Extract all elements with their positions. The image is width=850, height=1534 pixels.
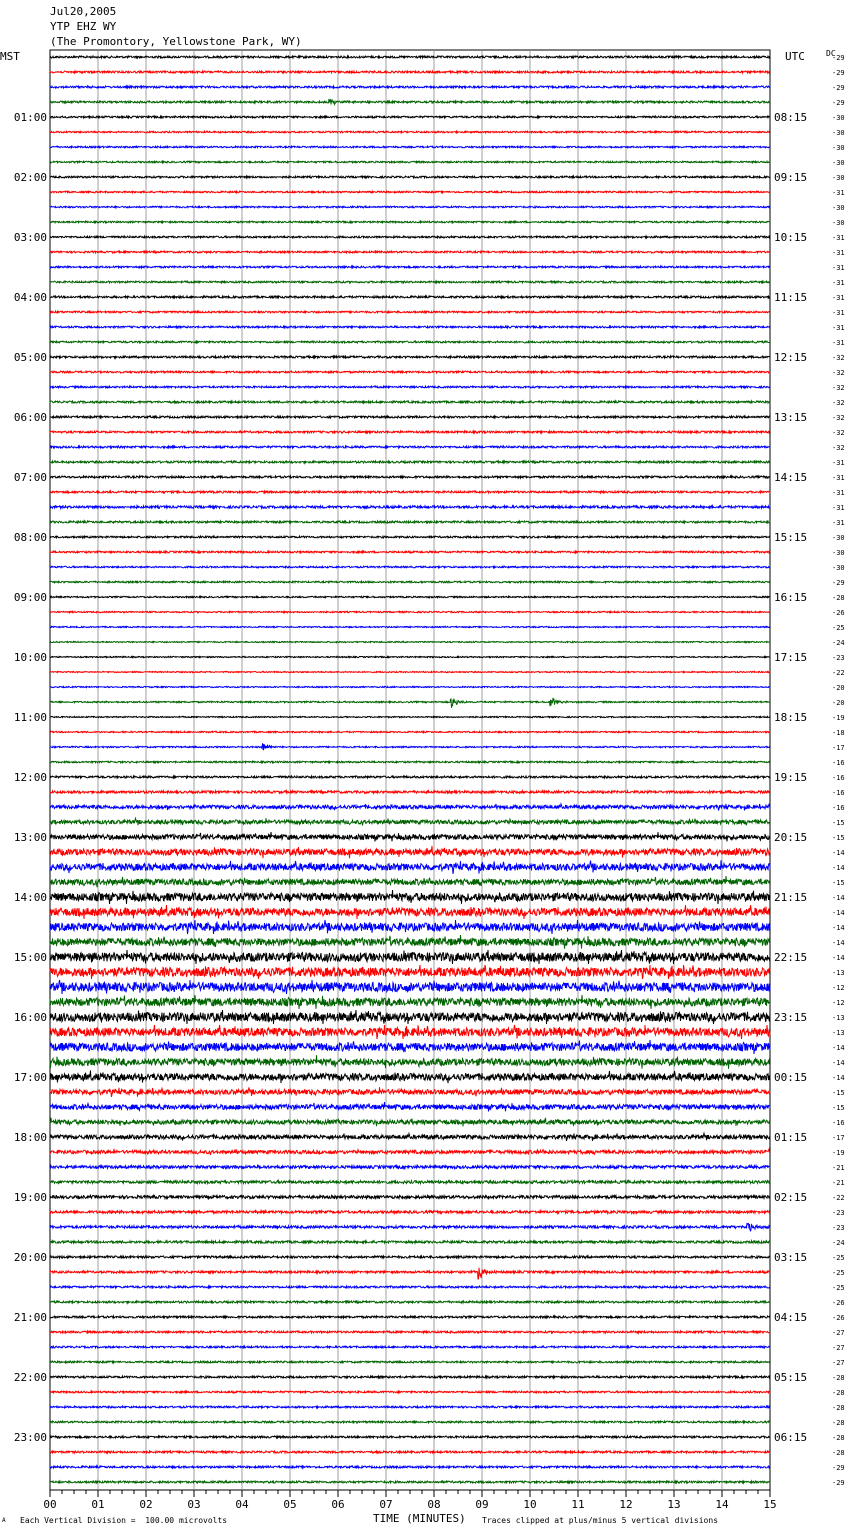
dc-offset: -26 <box>832 1314 845 1322</box>
mst-hour-label: 20:00 <box>13 1251 47 1264</box>
trace-line <box>50 506 770 508</box>
utc-hour-label: 16:15 <box>774 591 808 604</box>
trace-line <box>50 1181 770 1184</box>
trace-line <box>50 1406 770 1408</box>
trace-line <box>50 266 770 268</box>
utc-hour-label: 19:15 <box>774 771 808 784</box>
trace-line <box>50 371 770 373</box>
dc-offset: -30 <box>832 144 845 152</box>
trace-line <box>50 296 770 298</box>
x-tick-label: 07 <box>379 1498 393 1511</box>
trace-line <box>50 716 770 717</box>
dc-offset: -30 <box>832 219 845 227</box>
trace-line <box>50 431 770 433</box>
trace-line <box>50 1316 770 1318</box>
dc-offset: -28 <box>832 594 845 602</box>
dc-offset: -15 <box>832 819 845 827</box>
trace-line <box>50 401 770 403</box>
dc-offset: -14 <box>832 939 845 947</box>
trace-line <box>50 935 770 949</box>
dc-offset: -29 <box>832 1464 845 1472</box>
dc-offset: -31 <box>832 264 845 272</box>
mst-hour-label: 02:00 <box>13 171 47 184</box>
dc-offset: -12 <box>832 999 845 1007</box>
dc-offset: -14 <box>832 924 845 932</box>
trace-line <box>50 1010 770 1024</box>
dc-offset: -20 <box>832 699 845 707</box>
mst-hour-label: 05:00 <box>13 351 47 364</box>
trace-line <box>50 731 770 732</box>
x-tick-label: 10 <box>523 1498 537 1511</box>
x-tick-label: 03 <box>187 1498 201 1511</box>
mst-hour-label: 15:00 <box>13 951 47 964</box>
utc-hour-label: 10:15 <box>774 231 808 244</box>
dc-offset: -31 <box>832 324 845 332</box>
dc-offset: -32 <box>832 384 845 392</box>
trace-line <box>50 860 770 874</box>
trace-line <box>50 1346 770 1348</box>
mst-hour-label: 01:00 <box>13 111 47 124</box>
trace-line <box>50 251 770 253</box>
dc-offset: -28 <box>832 1374 845 1382</box>
dc-offset: -21 <box>832 1164 845 1172</box>
trace-line <box>50 905 770 919</box>
dc-offset: -31 <box>832 189 845 197</box>
dc-offset: -18 <box>832 729 845 737</box>
trace-group <box>50 56 770 1483</box>
trace-line <box>50 491 770 493</box>
trace-line <box>50 1268 770 1279</box>
trace-line <box>50 818 770 825</box>
dc-offset: -14 <box>832 1059 845 1067</box>
dc-offset: -12 <box>832 984 845 992</box>
utc-hour-label: 11:15 <box>774 291 808 304</box>
trace-line <box>50 1361 770 1363</box>
trace-line <box>50 776 770 778</box>
dc-offset: -29 <box>832 84 845 92</box>
dc-offset: -22 <box>832 669 845 677</box>
trace-line <box>50 626 770 627</box>
dc-offset: -30 <box>832 129 845 137</box>
trace-line <box>50 761 770 763</box>
utc-hour-label: 18:15 <box>774 711 808 724</box>
trace-line <box>50 1087 770 1097</box>
mst-hour-label: 08:00 <box>13 531 47 544</box>
dc-offset: -13 <box>832 969 845 977</box>
dc-offset-labels <box>832 54 845 1487</box>
mst-hour-label: 07:00 <box>13 471 47 484</box>
dc-offset: -21 <box>832 1179 845 1187</box>
trace-line <box>50 1256 770 1258</box>
station-code: YTP EHZ WY <box>50 20 117 33</box>
trace-line <box>50 116 770 118</box>
x-tick-label: 13 <box>667 1498 681 1511</box>
dc-offset: -25 <box>832 1284 845 1292</box>
dc-offset: -27 <box>832 1359 845 1367</box>
utc-label: UTC <box>785 50 805 63</box>
utc-hour-label: 08:15 <box>774 111 808 124</box>
dc-offset: -30 <box>832 159 845 167</box>
trace-line <box>50 596 770 597</box>
dc-offset: -20 <box>832 684 845 692</box>
utc-hour-label: 04:15 <box>774 1311 808 1324</box>
dc-offset: -16 <box>832 759 845 767</box>
x-tick-label: 14 <box>715 1498 729 1511</box>
mst-hour-label: 19:00 <box>13 1191 47 1204</box>
mst-hour-label: 12:00 <box>13 771 47 784</box>
trace-line <box>50 1133 770 1141</box>
trace-line <box>50 416 770 418</box>
utc-hour-label: 21:15 <box>774 891 808 904</box>
trace-line <box>50 1040 770 1054</box>
dc-offset: -30 <box>832 534 845 542</box>
utc-hour-label: 02:15 <box>774 1191 808 1204</box>
dc-offset: -30 <box>832 114 845 122</box>
dc-offset: -26 <box>832 1299 845 1307</box>
dc-offset: -16 <box>832 789 845 797</box>
dc-offset: -17 <box>832 1134 845 1142</box>
mst-hour-label: 16:00 <box>13 1011 47 1024</box>
dc-offset: -30 <box>832 549 845 557</box>
trace-line <box>50 995 770 1009</box>
dc-offset: -31 <box>832 474 845 482</box>
dc-offset: -25 <box>832 1269 845 1277</box>
trace-line <box>50 1286 770 1288</box>
dc-offset: -30 <box>832 174 845 182</box>
trace-line <box>50 191 770 193</box>
x-tick-label: 12 <box>619 1498 633 1511</box>
dc-offset: -14 <box>832 954 845 962</box>
dc-offset: -29 <box>832 54 845 62</box>
trace-line <box>50 965 770 979</box>
trace-line <box>50 176 770 178</box>
trace-line <box>50 890 770 904</box>
trace-line <box>50 686 770 687</box>
mst-hour-label: 21:00 <box>13 1311 47 1324</box>
trace-line <box>50 832 770 841</box>
dc-offset: -31 <box>832 489 845 497</box>
utc-hour-label: 00:15 <box>774 1071 808 1084</box>
mst-hour-label: 10:00 <box>13 651 47 664</box>
dc-offset: -28 <box>832 1404 845 1412</box>
trace-line <box>50 206 770 208</box>
trace-line <box>50 920 770 934</box>
mst-hour-label: 17:00 <box>13 1071 47 1084</box>
trace-line <box>50 1466 770 1468</box>
dc-offset: -24 <box>832 1239 845 1247</box>
trace-line <box>50 876 770 887</box>
trace-line <box>50 551 770 553</box>
recording-date: Jul20,2005 <box>50 5 117 18</box>
trace-line <box>50 641 770 642</box>
trace-line <box>50 791 770 793</box>
x-tick-label: 05 <box>283 1498 297 1511</box>
dc-offset: -31 <box>832 249 845 257</box>
x-axis-title: TIME (MINUTES) <box>373 1512 466 1525</box>
trace-line <box>50 950 770 964</box>
dc-offset: -16 <box>832 804 845 812</box>
clip-note: Traces clipped at plus/minus 5 vertical divisions <box>482 1516 719 1525</box>
utc-hour-label: 12:15 <box>774 351 808 364</box>
dc-offset: -25 <box>832 624 845 632</box>
utc-hour-label: 05:15 <box>774 1371 808 1384</box>
trace-line <box>50 1331 770 1333</box>
trace-line <box>50 221 770 223</box>
trace-line <box>50 1055 770 1069</box>
trace-line <box>50 99 770 105</box>
trace-line <box>50 1391 770 1393</box>
corner-mark: A <box>2 1517 6 1524</box>
trace-line <box>50 1070 770 1083</box>
dc-offset: -16 <box>832 1119 845 1127</box>
dc-offset: -25 <box>832 1254 845 1262</box>
dc-offset: -15 <box>832 1089 845 1097</box>
dc-offset: -28 <box>832 1449 845 1457</box>
dc-offset: -17 <box>832 744 845 752</box>
trace-line <box>50 356 770 358</box>
trace-line <box>50 1166 770 1169</box>
dc-offset: -26 <box>832 609 845 617</box>
x-tick-label: 08 <box>427 1498 441 1511</box>
trace-line <box>50 386 770 388</box>
utc-hour-label: 22:15 <box>774 951 808 964</box>
dc-label: DC <box>826 49 836 58</box>
dc-offset: -31 <box>832 339 845 347</box>
dc-offset: -19 <box>832 714 845 722</box>
dc-offset: -14 <box>832 1074 845 1082</box>
utc-hour-label: 23:15 <box>774 1011 808 1024</box>
trace-line <box>50 1149 770 1155</box>
station-location: (The Promontory, Yellowstone Park, WY) <box>50 35 302 48</box>
trace-line <box>50 698 770 708</box>
utc-hour-label: 09:15 <box>774 171 808 184</box>
trace-line <box>50 461 770 463</box>
x-tick-label: 15 <box>763 1498 777 1511</box>
dc-offset: -29 <box>832 1479 845 1487</box>
x-tick-label: 04 <box>235 1498 249 1511</box>
trace-line <box>50 281 770 283</box>
dc-offset: -31 <box>832 504 845 512</box>
dc-offset: -23 <box>832 1209 845 1217</box>
x-tick-label: 02 <box>139 1498 153 1511</box>
trace-line <box>50 1436 770 1438</box>
dc-offset: -14 <box>832 894 845 902</box>
mst-hour-label: 09:00 <box>13 591 47 604</box>
trace-line <box>50 326 770 328</box>
trace-line <box>50 1196 770 1199</box>
x-tick-label: 11 <box>571 1498 585 1511</box>
trace-line <box>50 1481 770 1483</box>
mst-hour-label: 14:00 <box>13 891 47 904</box>
trace-line <box>50 536 770 538</box>
trace-line <box>50 743 770 750</box>
dc-offset: -32 <box>832 369 845 377</box>
trace-line <box>50 1301 770 1303</box>
trace-line <box>50 1451 770 1453</box>
trace-line <box>50 1376 770 1378</box>
trace-line <box>50 71 770 73</box>
x-axis <box>43 1490 776 1511</box>
dc-offset: -30 <box>832 564 845 572</box>
dc-offset: -27 <box>832 1329 845 1337</box>
dc-offset: -14 <box>832 1044 845 1052</box>
mst-hour-label: 04:00 <box>13 291 47 304</box>
x-tick-label: 06 <box>331 1498 345 1511</box>
trace-line <box>50 671 770 672</box>
dc-offset: -31 <box>832 519 845 527</box>
dc-offset: -32 <box>832 444 845 452</box>
trace-line <box>50 476 770 478</box>
trace-line <box>50 656 770 657</box>
scale-note: Each Vertical Division = 100.00 microvolts <box>20 1516 228 1525</box>
trace-line <box>50 56 770 58</box>
x-tick-label: 01 <box>91 1498 105 1511</box>
trace-line <box>50 1118 770 1127</box>
trace-line <box>50 161 770 163</box>
dc-offset: -32 <box>832 399 845 407</box>
dc-offset: -14 <box>832 864 845 872</box>
x-tick-label: 09 <box>475 1498 489 1511</box>
utc-hour-label: 13:15 <box>774 411 808 424</box>
dc-offset: -28 <box>832 1419 845 1427</box>
dc-offset: -15 <box>832 1104 845 1112</box>
dc-offset: -14 <box>832 909 845 917</box>
trace-line <box>50 86 770 88</box>
trace-line <box>50 1102 770 1111</box>
trace-line <box>50 980 770 994</box>
mst-hour-label: 22:00 <box>13 1371 47 1384</box>
dc-offset: -28 <box>832 1434 845 1442</box>
mst-hour-label: 03:00 <box>13 231 47 244</box>
trace-line <box>50 341 770 343</box>
dc-offset: -30 <box>832 204 845 212</box>
dc-offset: -15 <box>832 879 845 887</box>
x-tick-label: 00 <box>43 1498 57 1511</box>
trace-line <box>50 236 770 238</box>
trace-line <box>50 566 770 568</box>
dc-offset: -27 <box>832 1344 845 1352</box>
dc-offset: -15 <box>832 834 845 842</box>
dc-offset: -28 <box>832 1389 845 1397</box>
trace-line <box>50 611 770 612</box>
dc-offset: -32 <box>832 414 845 422</box>
utc-hour-label: 03:15 <box>774 1251 808 1264</box>
mst-hour-label: 18:00 <box>13 1131 47 1144</box>
dc-offset: -14 <box>832 849 845 857</box>
dc-offset: -23 <box>832 1224 845 1232</box>
mst-hour-label: 13:00 <box>13 831 47 844</box>
utc-hour-label: 14:15 <box>774 471 808 484</box>
utc-hour-label: 06:15 <box>774 1431 808 1444</box>
trace-line <box>50 1211 770 1214</box>
mst-hour-label: 23:00 <box>13 1431 47 1444</box>
trace-line <box>50 311 770 313</box>
dc-offset: -13 <box>832 1029 845 1037</box>
dc-offset: -31 <box>832 309 845 317</box>
trace-line <box>50 146 770 148</box>
trace-line <box>50 446 770 448</box>
trace-line <box>50 581 770 583</box>
dc-offset: -32 <box>832 429 845 437</box>
dc-offset: -29 <box>832 69 845 77</box>
dc-offset: -31 <box>832 279 845 287</box>
mst-label: MST <box>0 50 20 63</box>
mst-hour-label: 11:00 <box>13 711 47 724</box>
utc-hour-label: 01:15 <box>774 1131 808 1144</box>
dc-offset: -31 <box>832 459 845 467</box>
dc-offset: -22 <box>832 1194 845 1202</box>
trace-line <box>50 804 770 811</box>
trace-line <box>50 131 770 133</box>
dc-offset: -29 <box>832 99 845 107</box>
dc-offset: -23 <box>832 654 845 662</box>
trace-line <box>50 1025 770 1039</box>
dc-offset: -19 <box>832 1149 845 1157</box>
dc-offset: -31 <box>832 294 845 302</box>
trace-line <box>50 1223 770 1231</box>
dc-offset: -24 <box>832 639 845 647</box>
dc-offset: -32 <box>832 354 845 362</box>
dc-offset: -29 <box>832 579 845 587</box>
trace-line <box>50 521 770 523</box>
utc-hour-label: 15:15 <box>774 531 808 544</box>
utc-hour-label: 17:15 <box>774 651 808 664</box>
dc-offset: -16 <box>832 774 845 782</box>
mst-hour-label: 06:00 <box>13 411 47 424</box>
dc-offset: -13 <box>832 1014 845 1022</box>
trace-line <box>50 1241 770 1243</box>
utc-hour-label: 20:15 <box>774 831 808 844</box>
trace-line <box>50 846 770 858</box>
trace-line <box>50 1421 770 1423</box>
dc-offset: -31 <box>832 234 845 242</box>
